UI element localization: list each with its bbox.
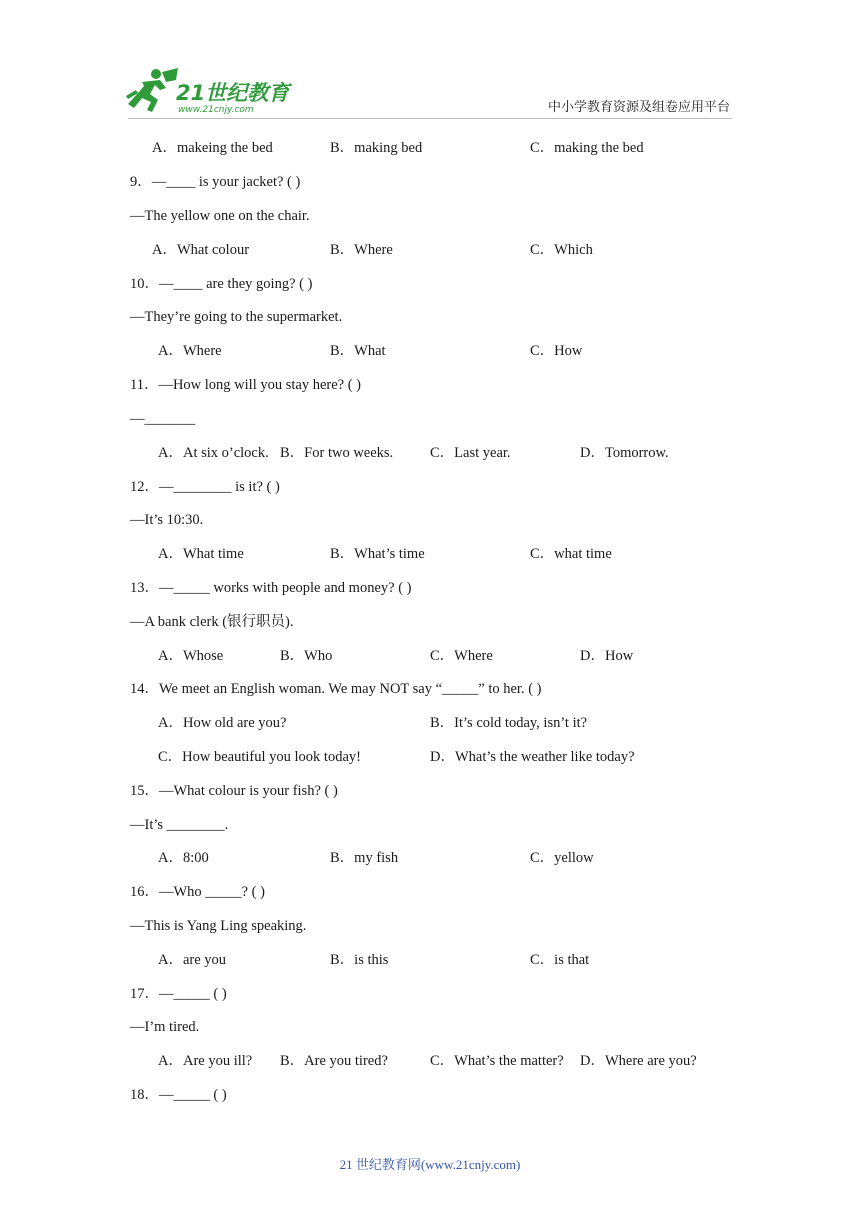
- q14-option-b: B．It’s cold today, isn’t it?: [430, 715, 588, 731]
- q14-stem: 14．We meet an English woman. We may NOT say “_____” to her. ( ): [130, 681, 542, 697]
- q8-option-b: B．making bed: [330, 140, 423, 156]
- q12-stem: 12．—________ is it? ( ): [130, 479, 280, 495]
- q13-option-c: C．Where: [430, 648, 493, 664]
- q12-option-b: B．What’s time: [330, 546, 425, 562]
- q13-stem: 13．—_____ works with people and money? ( ): [130, 580, 412, 596]
- q15-option-c: C．yellow: [530, 850, 594, 866]
- q13-option-a: A．Whose: [158, 648, 224, 664]
- q16-option-b: B．is this: [330, 952, 389, 968]
- q14-option-a: A．How old are you?: [158, 715, 287, 731]
- q17-option-c: C．What’s the matter?: [430, 1053, 564, 1069]
- page-header: [0, 0, 860, 130]
- q14-option-c: C．How beautiful you look today!: [158, 749, 361, 765]
- q9-reply: —The yellow one on the chair.: [130, 208, 310, 224]
- q8-option-c: C．making the bed: [530, 140, 644, 156]
- q15-option-b: B．my fish: [330, 850, 399, 866]
- q11-stem: 11．—How long will you stay here? ( ): [130, 377, 362, 393]
- q13-reply: —A bank clerk (银行职员).: [130, 614, 294, 630]
- flag-icon: [162, 68, 178, 82]
- q17-stem: 17．—_____ ( ): [130, 986, 227, 1002]
- q18-stem: 18．—_____ ( ): [130, 1087, 227, 1103]
- logo-21cnjy: [122, 66, 292, 116]
- q10-reply: —They’re going to the supermarket.: [130, 309, 343, 325]
- q10-stem: 10．—____ are they going? ( ): [130, 276, 313, 292]
- q10-option-c: C．How: [530, 343, 583, 359]
- q17-option-a: A．Are you ill?: [158, 1053, 253, 1069]
- q9-option-a: A．What colour: [152, 242, 250, 258]
- q9-option-c: C．Which: [530, 242, 593, 258]
- q11-option-b: B．For two weeks.: [280, 445, 394, 461]
- q12-option-a: A．What time: [158, 546, 244, 562]
- q17-option-d: D．Where are you?: [580, 1053, 697, 1069]
- platform-title: 中小学教育资源及组卷应用平台: [547, 100, 730, 115]
- q17-reply: —I’m tired.: [130, 1019, 200, 1035]
- q10-option-a: A．Where: [158, 343, 222, 359]
- q11-option-d: D．Tomorrow.: [580, 445, 669, 461]
- q11-reply: —_______: [130, 411, 196, 427]
- q9-option-b: B．Where: [330, 242, 393, 258]
- q11-option-c: C．Last year.: [430, 445, 511, 461]
- header-divider: [128, 118, 732, 119]
- logo-url: www.21cnjy.com: [178, 105, 254, 115]
- q14-option-d: D．What’s the weather like today?: [430, 749, 635, 765]
- q15-option-a: A．8:00: [158, 850, 209, 866]
- q9-stem: 9．—____ is your jacket? ( ): [130, 174, 301, 190]
- q16-option-a: A．are you: [158, 952, 227, 968]
- runner-icon: [126, 69, 166, 112]
- q12-reply: —It’s 10:30.: [130, 512, 204, 528]
- q13-option-d: D．How: [580, 648, 634, 664]
- q13-option-b: B．Who: [280, 648, 333, 664]
- logo-text: 21世纪教育: [176, 81, 290, 105]
- q11-option-a: A．At six o’clock.: [158, 445, 269, 461]
- page-footer[interactable]: 21 世纪教育网(www.21cnjy.com): [339, 1157, 521, 1172]
- q12-option-c: C．what time: [530, 546, 612, 562]
- q15-stem: 15．—What colour is your fish? ( ): [130, 783, 338, 799]
- q17-option-b: B．Are you tired?: [280, 1053, 388, 1069]
- q16-reply: —This is Yang Ling speaking.: [130, 918, 307, 934]
- q16-stem: 16．—Who _____? ( ): [130, 884, 265, 900]
- q15-reply: —It’s ________.: [130, 817, 229, 833]
- q16-option-c: C．is that: [530, 952, 590, 968]
- q8-option-a: A．makeing the bed: [152, 140, 273, 156]
- q10-option-b: B．What: [330, 343, 386, 359]
